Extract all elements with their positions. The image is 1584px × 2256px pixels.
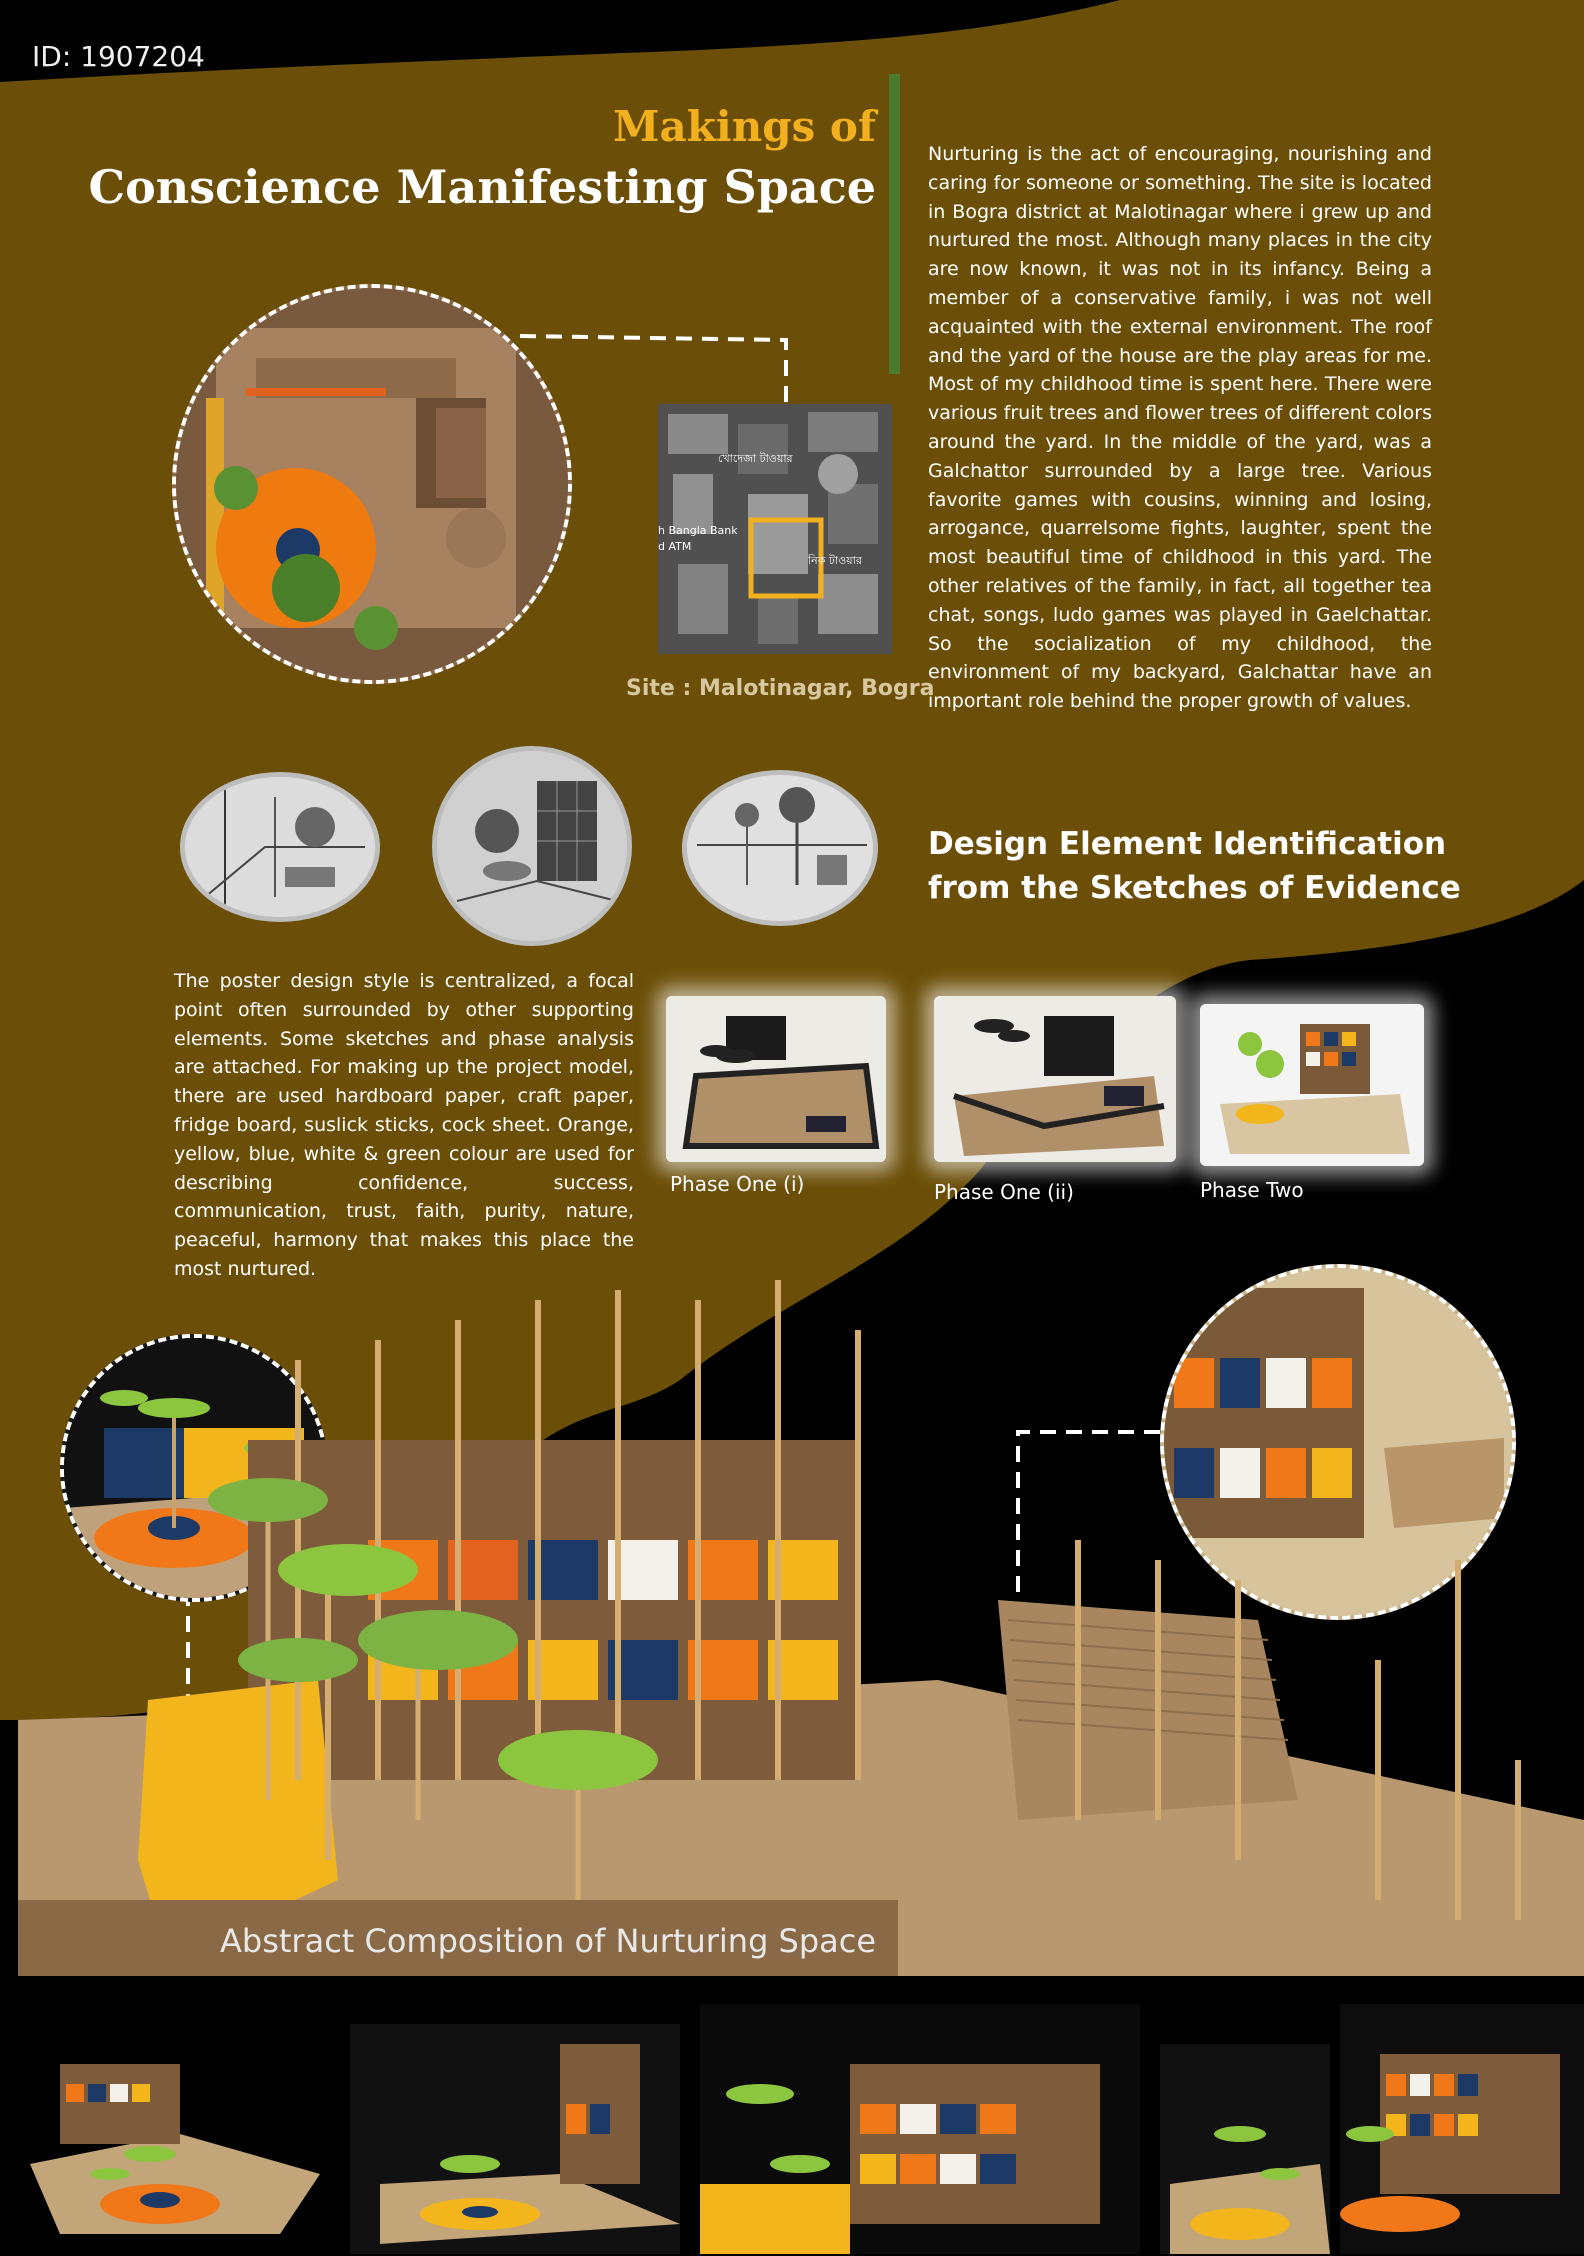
model-view-2: [350, 2024, 680, 2254]
abstract-composition-model: [18, 1260, 1584, 1976]
main-model-image: [18, 1260, 1584, 1976]
sketch-circle-2: [432, 746, 632, 946]
model-views-strip: [0, 1984, 1584, 2256]
design-heading-line-2: from the Sketches of Evidence: [928, 870, 1461, 906]
sketch-circle-1: [180, 772, 380, 922]
phase-one-i-label: Phase One (i): [670, 1172, 805, 1196]
phase-one-ii-label: Phase One (ii): [934, 1180, 1074, 1204]
map-label-d: নিক টাওয়ার: [808, 554, 862, 567]
design-heading-line-1: Design Element Identification: [928, 826, 1447, 862]
model-view-3: [700, 2004, 1140, 2254]
map-label-c: d ATM: [658, 540, 692, 553]
phase-one-i-image: [666, 996, 886, 1162]
map-label-a: খোদেজা টাওয়ার: [718, 452, 793, 465]
phase-two-image: [1200, 1004, 1424, 1166]
map-label-b: h Bangla Bank: [658, 524, 738, 537]
phase-one-ii-model: [934, 996, 1176, 1162]
site-plan-circle: [172, 284, 572, 684]
site-map-image: [658, 404, 892, 654]
phase-one-i-model: [666, 996, 886, 1162]
title-line-1: Makings of: [612, 102, 876, 151]
model-view-1: [30, 2064, 320, 2234]
sketch-courtyard-image: [185, 777, 375, 917]
design-heading: [928, 822, 1461, 910]
model-view-5: [1340, 2004, 1584, 2254]
sketch-building-image: [437, 751, 627, 941]
title-line-2: Conscience Manifesting Space: [88, 160, 876, 214]
phase-two-model: [1200, 1004, 1424, 1166]
intro-paragraph: Nurturing is the act of encouraging, nourishing and caring for someone or something. The site is located in Bogra district at Malotinagar where i grew up and nurtured the most. Although many places in the city are now known, it was not in its infancy. Being a member of a conservative family, i was not well acquainted with the external environment. The roof and the yard of the house are the play areas for me. Most of my childhood time is spent here. There were various fruit trees and flower trees of different colors around the yard. In the middle of the yard, was a Galchattor surrounded by a large tree. Various favorite games with cousins, winning and losing, arrogance, quarrelsome fights, laughter, spent the most beautiful time of childhood in this yard. The other relatives of the family, in fact, all together tea chat, songs, ludo games was played in Gaelchattar. So the socialization of my childhood, the environment of my backyard, Galchattar have an important role behind the proper growth of values.: [928, 143, 1432, 713]
sketch-trees-image: [687, 775, 873, 921]
site-caption: Site : Malotinagar, Bogra: [626, 676, 935, 701]
phase-two-label: Phase Two: [1200, 1178, 1304, 1202]
sketch-circle-3: [682, 770, 878, 926]
abstract-caption: Abstract Composition of Nurturing Space: [220, 1922, 877, 1960]
design-description: The poster design style is centralized, a focal point often surrounded by other supporting elements. Some sketches and phase analysis are attached. For making up the project model, there are used hardboard paper, craft paper, fridge board, suslick sticks, cock sheet. Orange, yellow, blue, white & green colour are used for describing confidence, success, communication, trust, faith, purity, nature, peaceful, harmony that makes this place the most nurtured.: [174, 970, 634, 1280]
satellite-map: [658, 404, 892, 654]
phase-one-ii-image: [934, 996, 1176, 1162]
poster-id-label: ID: 1907204: [32, 40, 205, 73]
bottom-strip: [0, 1984, 1584, 2256]
site-plan-model-image: [176, 288, 568, 680]
model-view-4: [1160, 2044, 1330, 2254]
